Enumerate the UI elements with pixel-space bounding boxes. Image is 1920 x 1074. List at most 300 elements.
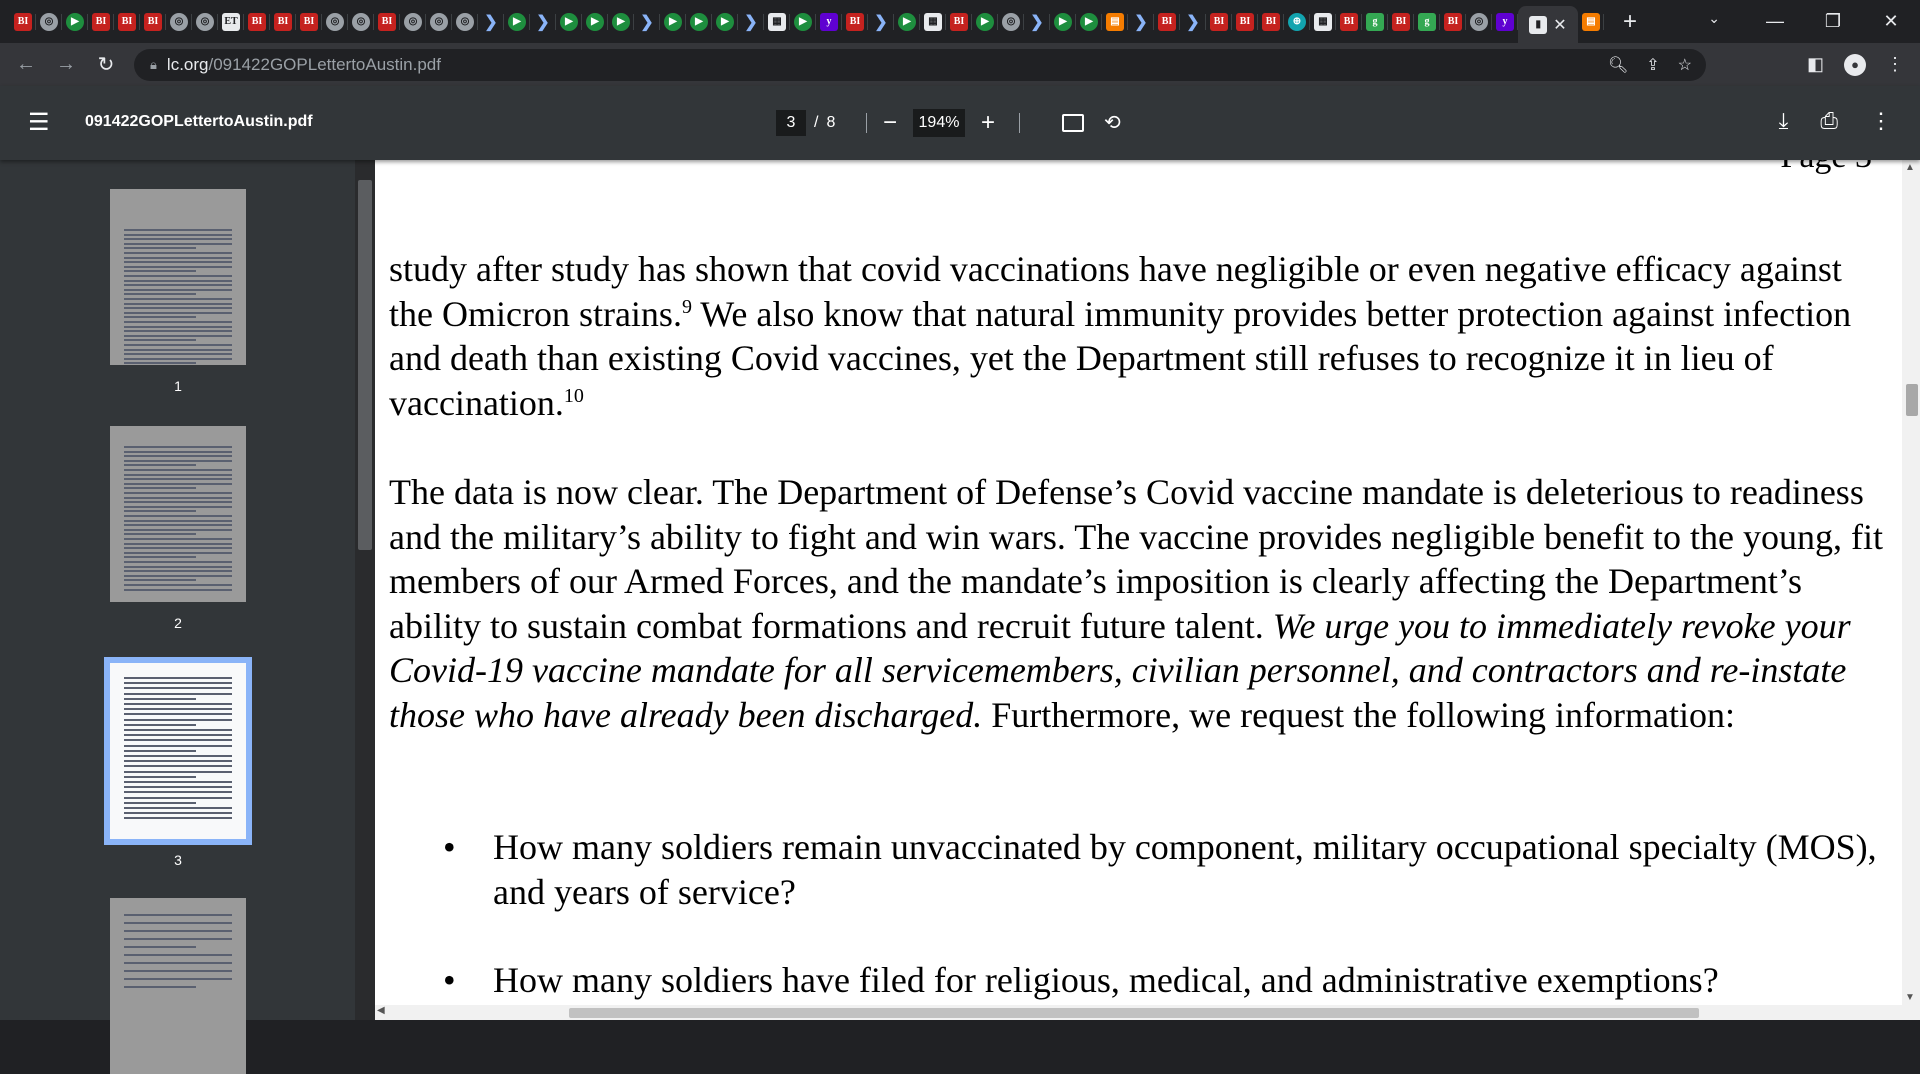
browser-tab[interactable] xyxy=(1050,0,1076,43)
thumbnail-text-line xyxy=(124,970,232,972)
thumbnail-label: 2 xyxy=(174,615,182,631)
url-path: /091422GOPLettertoAustin.pdf xyxy=(208,55,441,74)
scrollbar-thumb[interactable] xyxy=(358,180,372,550)
tab-favicon-icon: g xyxy=(1418,13,1436,31)
browser-tab[interactable] xyxy=(1336,0,1362,43)
page-separator: / xyxy=(814,114,819,131)
thumbnail-text-line xyxy=(124,713,232,715)
thumbnail-text-line xyxy=(124,469,232,471)
thumbnail-text-line xyxy=(124,474,232,476)
horizontal-scrollbar[interactable] xyxy=(375,1005,1920,1020)
more-options-icon[interactable]: ⋮ xyxy=(1870,108,1892,133)
thumbnail-text-line xyxy=(124,566,232,568)
close-window-button[interactable]: ✕ xyxy=(1883,11,1899,31)
forward-button[interactable] xyxy=(46,43,86,86)
thumbnail-text-line xyxy=(124,289,232,291)
thumbnail-text-line xyxy=(124,693,232,695)
thumbnail-text-line xyxy=(124,765,232,767)
tab-favicon-icon: BI xyxy=(1262,13,1280,31)
browser-tab[interactable] xyxy=(790,0,816,43)
browser-tab[interactable] xyxy=(1388,0,1414,43)
tab-favicon-icon: ❯ xyxy=(640,13,654,31)
zoom-controls xyxy=(866,108,1020,138)
thumbnail-text-line xyxy=(124,739,232,741)
browser-tab[interactable] xyxy=(1154,0,1180,43)
tab-favicon-icon: ▦ xyxy=(768,13,786,31)
thumbnail-text-line xyxy=(124,781,232,783)
tab-favicon-icon: ◎ xyxy=(196,13,214,31)
browser-tab[interactable] xyxy=(10,0,36,43)
browser-tab[interactable] xyxy=(166,0,192,43)
bullet-icon: • xyxy=(443,960,456,1000)
thumbnail-text-line xyxy=(124,807,232,809)
thumbnail-text-line xyxy=(124,303,232,305)
browser-tab[interactable] xyxy=(920,0,946,43)
thumbnail-text-line xyxy=(124,750,196,752)
browser-tab[interactable] xyxy=(972,0,998,43)
pdf-page xyxy=(375,160,1902,1005)
tab-favicon-icon: ▶ xyxy=(664,13,682,31)
tab-favicon-icon: ◎ xyxy=(1002,13,1020,31)
tab-favicon-icon: BI xyxy=(92,13,110,31)
tab-favicon-icon: ❯ xyxy=(1030,13,1044,31)
page-selector xyxy=(776,110,835,136)
browser-tab[interactable] xyxy=(660,0,686,43)
vertical-scrollbar[interactable] xyxy=(1902,160,1920,1005)
thumbnail-text-line xyxy=(124,487,196,489)
thumbnail-text-line xyxy=(124,510,196,512)
thumbnail-text-line xyxy=(124,538,232,540)
tab-favicon-icon: ◎ xyxy=(352,13,370,31)
tab-favicon-icon: ▤ xyxy=(1582,13,1600,31)
thumbnail-text-line xyxy=(124,497,232,499)
tab-strip xyxy=(0,0,1920,43)
page-number-input[interactable]: 3 xyxy=(776,110,806,136)
address-bar[interactable] xyxy=(134,49,1706,81)
thumbnail-text-line xyxy=(124,506,232,508)
thumbnail-text-line xyxy=(124,243,232,245)
emphasis-text: We urge you to immediately revoke your Covid-19 vaccine mandate for all servicemembers, civilian personnel, and contractors and re-instate those who have already been discharged. xyxy=(389,605,1851,735)
tab-favicon-icon: ▶ xyxy=(898,13,916,31)
tab-favicon-icon: ▦ xyxy=(924,13,942,31)
tab-favicon-icon: ◎ xyxy=(430,13,448,31)
thumbnail-text-line xyxy=(124,561,232,563)
tab-favicon-icon: ▶ xyxy=(690,13,708,31)
tab-favicon-icon: ▶ xyxy=(560,13,578,31)
thumbnail-text-line xyxy=(124,284,232,286)
thumbnail-text-line xyxy=(124,954,232,956)
paragraph-text: Furthermore, we request the following information: xyxy=(982,694,1736,735)
thumbnail-text-line xyxy=(124,797,232,799)
browser-tab[interactable] xyxy=(634,0,660,43)
thumbnail-text-line xyxy=(124,335,232,337)
lock-icon: 🔒︎ xyxy=(150,57,157,72)
thumbnail-text-line xyxy=(124,312,232,314)
browser-tab[interactable] xyxy=(348,0,374,43)
thumbnail-image xyxy=(110,663,246,839)
thumbnail-text-line xyxy=(124,786,232,788)
tab-favicon-icon: BI xyxy=(378,13,396,31)
paragraph-1 xyxy=(389,247,1892,425)
back-button[interactable] xyxy=(6,43,46,86)
bullet-icon: • xyxy=(443,827,456,867)
tab-favicon-icon: ❯ xyxy=(874,13,888,31)
thumbnail-text-line xyxy=(124,579,196,581)
browser-tab[interactable] xyxy=(712,0,738,43)
thumbnail-text-line xyxy=(124,298,232,300)
tab-favicon-icon: ▶ xyxy=(1054,13,1072,31)
thumbnail-text-line xyxy=(124,321,232,323)
thumbnail-text-line xyxy=(124,362,196,364)
thumbnail-text-line xyxy=(124,938,232,940)
tab-favicon-icon: ❯ xyxy=(744,13,758,31)
tab-favicon-icon: ◎ xyxy=(404,13,422,31)
thumbnail-image xyxy=(110,426,246,602)
thumbnail-text-line xyxy=(124,524,232,526)
thumbnail-text-line xyxy=(124,307,232,309)
browser-tab[interactable] xyxy=(1310,0,1336,43)
zoom-icon[interactable]: 🔍︎ xyxy=(1607,57,1629,74)
thumbnail-text-line xyxy=(124,515,232,517)
browser-tab[interactable] xyxy=(1492,0,1518,43)
tab-list xyxy=(0,0,1650,43)
tab-favicon-icon: ◎ xyxy=(456,13,474,31)
tab-favicon-icon: BI xyxy=(300,13,318,31)
browser-tab[interactable] xyxy=(764,0,790,43)
browser-tab[interactable] xyxy=(1284,0,1310,43)
thumbnail-text-line xyxy=(124,724,196,726)
pdf-toolbar xyxy=(0,86,1920,160)
scrollbar-thumb[interactable] xyxy=(569,1008,1699,1018)
thumbnail-text-line xyxy=(124,698,196,700)
tab-favicon-icon: ❯ xyxy=(484,13,498,31)
list-item xyxy=(389,958,1892,1003)
reload-icon: ↻ xyxy=(97,54,115,76)
thumbnail-label: 1 xyxy=(174,378,182,394)
close-tab-icon[interactable]: ✕ xyxy=(1553,16,1567,34)
thumbnail-text-line xyxy=(124,812,232,814)
scroll-up-icon[interactable]: ▲ xyxy=(1905,162,1915,173)
tab-favicon-icon: BI xyxy=(846,13,864,31)
thumbnail-text-line xyxy=(124,556,196,558)
pdf-filename: 091422GOPLettertoAustin.pdf xyxy=(85,113,313,130)
thumbnail-page-1[interactable] xyxy=(110,189,246,365)
thumbnail-text-line xyxy=(124,229,232,231)
browser-tab[interactable] xyxy=(374,0,400,43)
tab-favicon-icon: ⊕ xyxy=(1288,13,1306,31)
print-icon[interactable]: ⎙ xyxy=(1820,108,1838,133)
browser-tab[interactable] xyxy=(114,0,140,43)
thumbnail-text-line xyxy=(124,543,232,545)
tab-favicon-icon: g xyxy=(1366,13,1384,31)
window-controls xyxy=(1746,0,1920,43)
browser-tab[interactable] xyxy=(426,0,452,43)
thumbnail-text-line xyxy=(124,570,232,572)
browser-tab[interactable] xyxy=(140,0,166,43)
fit-controls xyxy=(1062,110,1121,135)
thumbnail-text-line xyxy=(124,280,232,282)
tab-favicon-icon: BI xyxy=(1392,13,1410,31)
thumbnail-text-line xyxy=(124,460,232,462)
thumbnail-text-line xyxy=(124,547,232,549)
zoom-out-button[interactable]: − xyxy=(882,109,897,136)
list-item-text: How many soldiers remain unvaccinated by component, military occupational specialty (MOS), and years of service? xyxy=(493,827,1877,912)
thumbnail-text-line xyxy=(124,771,232,773)
thumbnail-text-line xyxy=(124,729,232,731)
browser-tab[interactable] xyxy=(1440,0,1466,43)
thumbnail-text-line xyxy=(124,682,232,684)
thumbnail-text-line xyxy=(124,533,196,535)
tab-favicon-icon: ▤ xyxy=(1106,13,1124,31)
browser-tab[interactable] xyxy=(1102,0,1128,43)
thumbnail-text-line xyxy=(124,316,196,318)
tab-favicon-icon: ▶ xyxy=(1080,13,1098,31)
tab-favicon-icon: ▶ xyxy=(586,13,604,31)
thumbnail-text-line xyxy=(124,464,196,466)
thumbnail-text-line xyxy=(124,529,232,531)
tab-favicon-icon: ▶ xyxy=(508,13,526,31)
browser-tab[interactable] xyxy=(946,0,972,43)
thumbnail-text-line xyxy=(124,589,232,591)
tab-favicon-icon: ◎ xyxy=(40,13,58,31)
thumbnail-text-line xyxy=(124,492,232,494)
scroll-down-icon[interactable]: ▼ xyxy=(1905,992,1915,1003)
browser-tab[interactable] xyxy=(556,0,582,43)
thumbnail-text-line xyxy=(124,677,232,679)
thumbnail-text-line xyxy=(124,745,232,747)
thumbnail-text-line xyxy=(124,478,232,480)
tab-favicon-icon: BI xyxy=(118,13,136,31)
tab-favicon-icon: ◎ xyxy=(1470,13,1488,31)
browser-tab[interactable] xyxy=(452,0,478,43)
thumbnail-text-line xyxy=(124,520,232,522)
thumbnail-page-3[interactable] xyxy=(110,663,246,839)
scroll-left-icon[interactable]: ◀ xyxy=(377,1005,385,1016)
browser-menu-icon[interactable]: ⋮ xyxy=(1886,54,1904,74)
tab-favicon-icon: BI xyxy=(274,13,292,31)
thumbnail-text-line xyxy=(124,755,232,757)
list-item xyxy=(389,825,1892,914)
browser-tab[interactable] xyxy=(400,0,426,43)
tab-favicon-icon: ◎ xyxy=(170,13,188,31)
thumbnail-text-line xyxy=(124,962,232,964)
scrollbar-thumb[interactable] xyxy=(1906,384,1918,416)
thumbnail-text-line xyxy=(124,455,232,457)
thumbnail-text-line xyxy=(124,687,232,689)
browser-tab[interactable] xyxy=(1206,0,1232,43)
tab-favicon-icon: ▶ xyxy=(976,13,994,31)
tab-search-button[interactable]: ⌄ xyxy=(1708,10,1720,26)
browser-tab[interactable] xyxy=(1414,0,1440,43)
browser-tab[interactable] xyxy=(1578,0,1604,43)
tab-favicon-icon: ET xyxy=(222,13,240,31)
browser-tab[interactable] xyxy=(1076,0,1102,43)
list-item-text: How many soldiers have filed for religious, medical, and administrative exemptions? xyxy=(493,960,1719,1000)
browser-tab[interactable] xyxy=(686,0,712,43)
browser-tab[interactable] xyxy=(894,0,920,43)
tab-favicon-icon: y xyxy=(1496,13,1514,31)
bookmark-icon: ▮ xyxy=(1529,16,1547,34)
thumbnail-text-line xyxy=(124,275,232,277)
thumbnail-text-line xyxy=(124,914,232,916)
thumbnail-text-line xyxy=(124,552,232,554)
thumbnail-text-line xyxy=(124,330,232,332)
thumbnail-text-line xyxy=(124,266,232,268)
browser-tab[interactable] xyxy=(582,0,608,43)
thumbnail-text-line xyxy=(124,238,232,240)
reload-button[interactable] xyxy=(86,43,126,86)
thumbnail-text-line xyxy=(124,353,232,355)
browser-tab[interactable] xyxy=(608,0,634,43)
thumbnail-text-line xyxy=(124,483,232,485)
thumbnail-text-line xyxy=(124,584,232,586)
thumbnail-page-2[interactable] xyxy=(110,426,246,602)
browser-tab[interactable] xyxy=(1258,0,1284,43)
tab-favicon-icon: BI xyxy=(14,13,32,31)
browser-tab[interactable] xyxy=(1180,0,1206,43)
footnote-ref[interactable]: 10 xyxy=(563,384,584,407)
thumbnail-text-line xyxy=(124,708,232,710)
browser-tab[interactable] xyxy=(842,0,868,43)
thumbnail-text-line xyxy=(124,817,232,819)
browser-tab[interactable] xyxy=(530,0,556,43)
thumbnail-text-line xyxy=(124,978,232,980)
browser-tab[interactable] xyxy=(270,0,296,43)
new-tab-button[interactable]: + xyxy=(1622,7,1637,35)
browser-tab[interactable] xyxy=(192,0,218,43)
browser-tab[interactable] xyxy=(296,0,322,43)
thumbnail-text-line xyxy=(124,257,232,259)
thumbnail-text-line xyxy=(124,986,196,988)
browser-tab[interactable] xyxy=(504,0,530,43)
tab-favicon-icon: BI xyxy=(1236,13,1254,31)
browser-tab[interactable] xyxy=(816,0,842,43)
paragraph-text: We also know that natural immunity provides better protection against infection and death than existing Covid vaccines, yet the Department still refuses to recognize it in lieu of vaccination. xyxy=(389,293,1852,423)
thumbnail-text-line xyxy=(124,719,232,721)
thumbnail-text-line xyxy=(124,247,196,249)
browser-tab[interactable] xyxy=(36,0,62,43)
browser-tab[interactable] xyxy=(244,0,270,43)
tab-favicon-icon: ▶ xyxy=(794,13,812,31)
thumbnail-text-line xyxy=(124,270,196,272)
download-icon[interactable]: ⤓ xyxy=(1778,108,1789,133)
tab-favicon-icon: ▶ xyxy=(716,13,734,31)
browser-tab[interactable] xyxy=(322,0,348,43)
tab-favicon-icon: ◎ xyxy=(326,13,344,31)
thumbnail-image xyxy=(110,898,246,1074)
tab-favicon-icon: ▶ xyxy=(612,13,630,31)
thumbnail-text-line xyxy=(124,802,196,804)
thumbnail-label: 3 xyxy=(174,852,182,868)
browser-tab[interactable] xyxy=(738,0,764,43)
tab-favicon-icon: ❯ xyxy=(536,13,550,31)
browser-tab[interactable] xyxy=(868,0,894,43)
profile-avatar[interactable]: ● xyxy=(1844,54,1866,76)
sidebar-scrollbar[interactable] xyxy=(355,160,375,1020)
arrow-right-icon: → xyxy=(56,53,76,75)
browser-tab[interactable] xyxy=(998,0,1024,43)
paragraph-2 xyxy=(389,470,1892,737)
thumbnail-text-line xyxy=(124,339,196,341)
thumbnail-text-line xyxy=(124,703,232,705)
thumbnail-text-line xyxy=(124,922,232,924)
arrow-left-icon: ← xyxy=(16,53,36,75)
tab-favicon-icon: ❯ xyxy=(1134,13,1148,31)
thumbnail-text-line xyxy=(124,930,232,932)
active-tab[interactable] xyxy=(1518,6,1578,43)
thumbnail-text-line xyxy=(124,575,232,577)
side-panel-icon[interactable]: ◧ xyxy=(1806,54,1824,74)
divider xyxy=(1019,113,1020,133)
thumbnail-text-line xyxy=(124,501,232,503)
thumbnail-text-line xyxy=(124,734,232,736)
browser-tab[interactable] xyxy=(1128,0,1154,43)
menu-icon[interactable]: ☰ xyxy=(28,109,50,136)
browser-tab[interactable] xyxy=(1466,0,1492,43)
paragraph-text: The data is now clear. The Department of Defense’s Covid vaccine mandate is deleterious to readiness and the military’s ability to fight and win wars. The vaccine provides negligible benefit to the young, fit members of our Armed Forces, and the mandate’s imposition is clearly affecting the Department’s ability to sustain combat formations and recruit future talent. xyxy=(389,472,1883,646)
url-host: lc.org xyxy=(166,55,209,74)
thumbnail-text-line xyxy=(124,791,232,793)
tab-favicon-icon: BI xyxy=(1340,13,1358,31)
restore-button[interactable]: ❐ xyxy=(1824,11,1842,31)
thumbnail-text-line xyxy=(124,349,232,351)
tab-favicon-icon: ▦ xyxy=(1314,13,1332,31)
thumbnail-text-line xyxy=(124,760,232,762)
browser-tab[interactable] xyxy=(1024,0,1050,43)
thumbnail-text-line xyxy=(124,776,196,778)
thumbnail-text-line xyxy=(124,451,232,453)
thumbnail-text-line xyxy=(124,358,232,360)
tab-favicon-icon: ▶ xyxy=(66,13,84,31)
fit-to-page-icon[interactable] xyxy=(1062,114,1084,132)
thumbnail-sidebar xyxy=(0,160,355,1020)
tab-favicon-icon: BI xyxy=(248,13,266,31)
browser-tab[interactable] xyxy=(88,0,114,43)
zoom-input[interactable]: 194% xyxy=(913,109,965,137)
tab-favicon-icon: BI xyxy=(1158,13,1176,31)
browser-toolbar xyxy=(0,43,1920,86)
browser-tab[interactable] xyxy=(62,0,88,43)
rotate-icon[interactable]: ⟲ xyxy=(1104,112,1121,134)
thumbnail-text-line xyxy=(124,261,232,263)
paragraph-text: study after study has shown that covid vaccinations have negligible or even negative efficacy against the Omicron strains. xyxy=(389,249,1842,334)
tab-favicon-icon: BI xyxy=(1210,13,1228,31)
tab-favicon-icon: BI xyxy=(1444,13,1462,31)
thumbnail-text-line xyxy=(124,252,232,254)
thumbnail-text-line xyxy=(124,293,196,295)
thumbnail-text-line xyxy=(124,946,196,948)
minimize-button[interactable]: — xyxy=(1766,11,1784,31)
pdf-viewport xyxy=(355,160,1920,1020)
divider xyxy=(866,113,867,133)
tab-favicon-icon: BI xyxy=(144,13,162,31)
browser-tab[interactable] xyxy=(1362,0,1388,43)
thumbnail-text-line xyxy=(124,446,232,448)
thumbnail-text-line xyxy=(124,344,232,346)
share-icon[interactable]: ⇪ xyxy=(1646,57,1660,74)
bookmark-star-icon[interactable]: ☆ xyxy=(1677,57,1692,74)
total-pages: 8 xyxy=(826,114,836,131)
browser-tab[interactable] xyxy=(1232,0,1258,43)
tab-favicon-icon: ❯ xyxy=(1186,13,1200,31)
tab-favicon-icon: BI xyxy=(950,13,968,31)
browser-tab[interactable] xyxy=(478,0,504,43)
footnote-ref[interactable]: 9 xyxy=(681,295,692,318)
thumbnail-page-4[interactable] xyxy=(110,898,246,1074)
browser-tab[interactable] xyxy=(218,0,244,43)
zoom-in-button[interactable]: + xyxy=(980,109,995,136)
thumbnail-image xyxy=(110,189,246,365)
